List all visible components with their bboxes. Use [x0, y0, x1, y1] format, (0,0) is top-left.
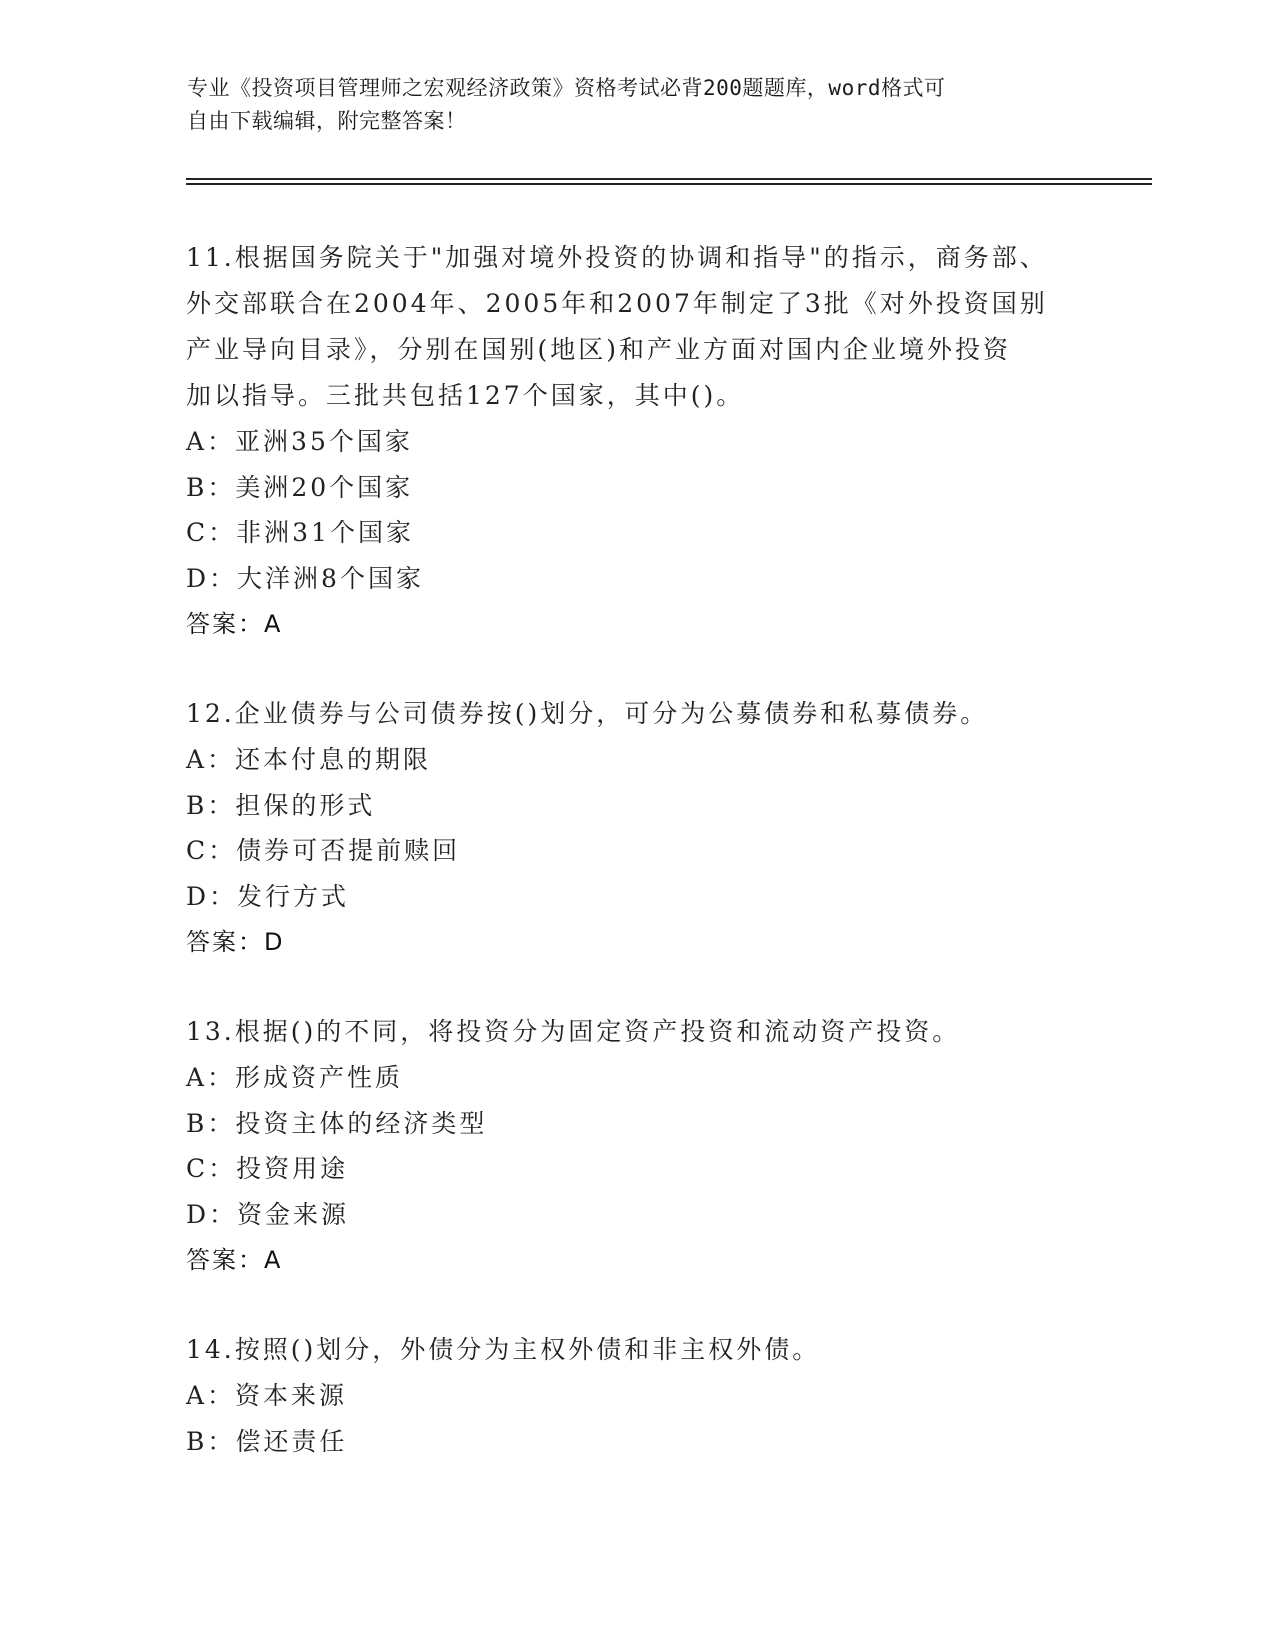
- question-12: [186, 691, 1086, 965]
- answer-line: 答案：A: [186, 610, 283, 638]
- question-stem-line: 加以指导。三批共包括127个国家，其中()。: [186, 381, 745, 410]
- option-d: D：发行方式: [186, 881, 350, 911]
- question-14: [186, 1327, 1086, 1464]
- option-b: B：投资主体的经济类型: [186, 1108, 488, 1138]
- option-c: C：债券可否提前赎回: [186, 836, 461, 865]
- question-stem-line: 12.企业债券与公司债券按()划分，可分为公募债券和私募债券。: [186, 699, 989, 728]
- question-list: [186, 235, 1086, 1464]
- question-13: [186, 1009, 1086, 1283]
- question-stem-line: 11.根据国务院关于"加强对境外投资的协调和指导"的指示，商务部、: [186, 243, 1048, 272]
- question-stem-line: 13.根据()的不同，将投资分为固定资产投资和流动资产投资。: [186, 1017, 961, 1046]
- question-spacer: [186, 1283, 1086, 1327]
- question-stem-line: 产业导向目录》，分别在国别(地区)和产业方面对国内企业境外投资: [186, 335, 1012, 364]
- option-b: B：美洲20个国家: [186, 472, 414, 502]
- option-d: D：资金来源: [186, 1199, 350, 1229]
- option-c: C：非洲31个国家: [186, 518, 414, 547]
- option-d: D：大洋洲8个国家: [186, 563, 424, 593]
- option-b: B：偿还责任: [186, 1426, 348, 1456]
- document-header: [187, 72, 1067, 138]
- header-line-2: 自由下载编辑，附完整答案！: [187, 109, 467, 133]
- question-11: [186, 235, 1086, 647]
- answer-line: 答案：A: [186, 1246, 283, 1274]
- option-c: C：投资用途: [186, 1154, 349, 1183]
- answer-line: 答案：D: [186, 928, 285, 956]
- header-divider-top: [186, 178, 1152, 180]
- question-stem-line: 14.按照()划分，外债分为主权外债和非主权外债。: [186, 1335, 821, 1364]
- option-b: B：担保的形式: [186, 790, 376, 820]
- option-a: A：形成资产性质: [186, 1063, 404, 1092]
- question-spacer: [186, 965, 1086, 1009]
- header-line-1: 专业《投资项目管理师之宏观经济政策》资格考试必背200题题库，word格式可: [187, 76, 946, 100]
- option-a: A：亚洲35个国家: [186, 427, 413, 456]
- header-divider-bottom: [186, 183, 1152, 185]
- option-a: A：资本来源: [186, 1381, 348, 1410]
- question-spacer: [186, 647, 1086, 691]
- question-stem-line: 外交部联合在2004年、2005年和2007年制定了3批《对外投资国别: [186, 289, 1048, 318]
- option-a: A：还本付息的期限: [186, 745, 432, 774]
